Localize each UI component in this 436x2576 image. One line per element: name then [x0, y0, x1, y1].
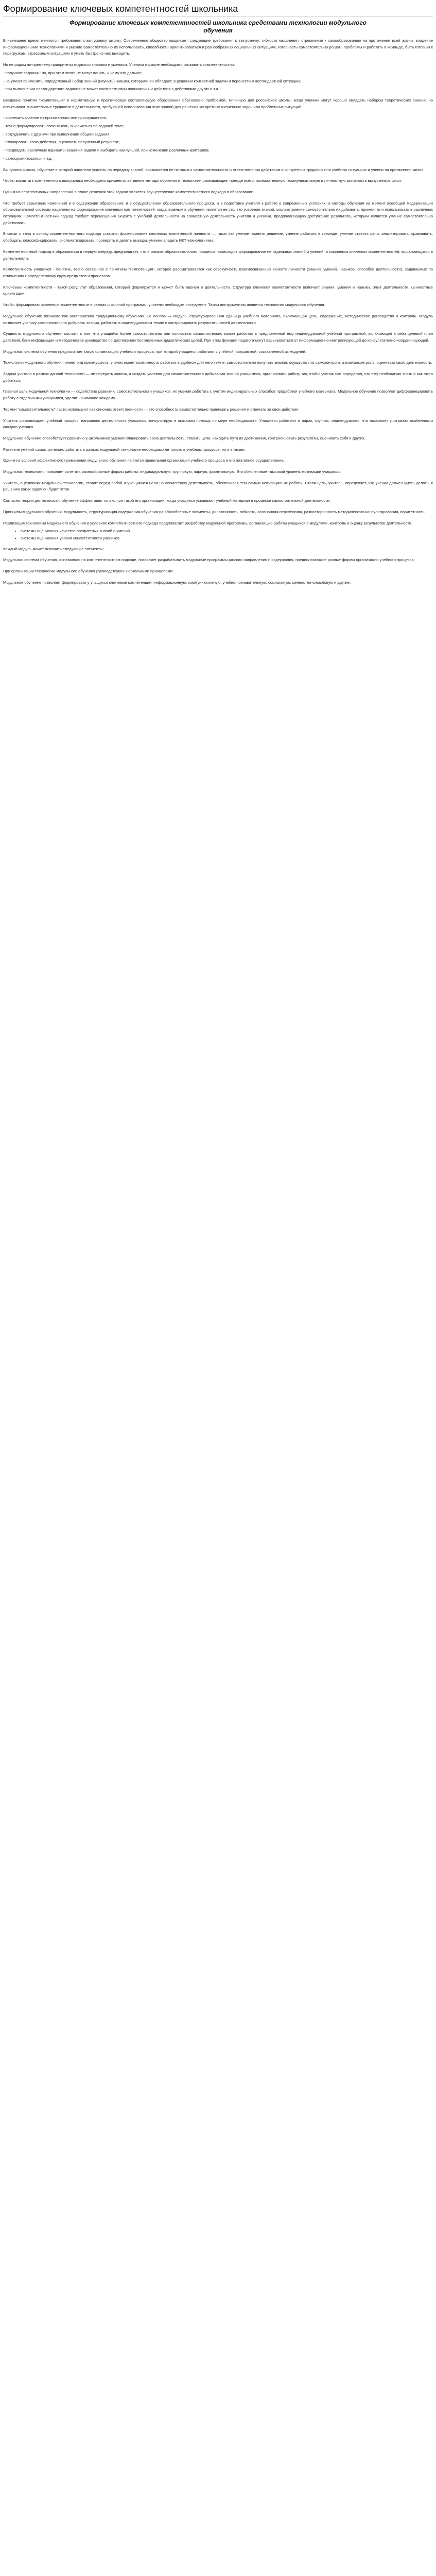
paragraph: Каждый модуль может включать следующие элементы: [3, 546, 104, 551]
paragraph: Задача учителя в рамках данной технологии — не передать знания, а создать условия для самостоятельного добывания знаний учащимися, организовать работу так, чтобы ученик сам определял, что ему необходимо знать и как этого добиться. [3, 371, 433, 383]
bullet-list [3, 528, 433, 541]
paragraph: - получают задания : но, при этом хотят, не могут понять, к чему что дальше; [3, 70, 143, 75]
paragraph: Чтобы формировать ключевые компетентности в рамках школьной программы, учителю необходим инструмент. Таким инструментом является технология модульного обучения. [3, 302, 325, 308]
paragraph: Компетентность учащихся - понятие, тесно связанное с понятием "компетенция", которое рассматривается как совокупность взаимосвязанных качеств личности (знаний, умений, навыков, способов деятельности), задаваемых по отношению к определенному кругу предметов и процессов. [3, 267, 433, 278]
paragraph: В связи с этим в основу компетентностного подхода ставится формирование ключевых компетенций личности — таких как умение принять решение, умение работать в команде, умение ставить цели, анализировать, сравнивать, обобщать, классифицировать, систематизировать, проверять и делать выводы, умение владеть ИКТ-технологиями. [3, 231, 433, 243]
paragraph: Главная цель модульной технологии — содействие развитию самостоятельности учащихся, их умения работать с учетом индивидуальных способов проработки учебного материала. Модульное обучение позволяет дифференцировать работу с отдельными учащимися, уделять внимание каждому. [3, 389, 433, 401]
article-body [3, 38, 433, 586]
paragraph: - при выполнении нестандартного задания не может соотнести свои полномочия и действия с действиями других и т.д. [3, 87, 219, 92]
paragraph: - самоорганизоваться и т.д. [3, 156, 53, 161]
paragraph: Модульное обучение способствует развитию у школьников умений планировать свою деятельность, ставить цели, находить пути их достижения, контролировать результаты, оценивать себя и других. [3, 435, 365, 440]
paragraph: Технология модульного обучения имеет ряд преимуществ: ученик имеет возможность работать в удобном для него темпе, самостоятельно получать знания, осуществлять самоконтроль и взаимоконтроль, оценивать свою деятельность. [3, 360, 432, 365]
paragraph: Но не рядом по-прежнему приоритеты отдаются знаниям и умениям. Ученика в школе необходимо развивать компетентностно: [3, 62, 235, 67]
paragraph: - вовлекать главное из прочитанного или прослушанного; [3, 115, 108, 121]
paragraph: Учитель сопровождает учебный процесс, направляя деятельность учащихся, консультируя и оказывая помощь по мере необходимости. Учащиеся работают в парах, группах, индивидуально, что позволяет учитывать особенности каждого ученика. [3, 418, 433, 430]
paragraph: Модульная система обучения предполагает такую организацию учебного процесса, при которой учащиеся работают с учебной программой, составленной из модулей. [3, 349, 306, 354]
paragraph: - планировать свою действия, оценивать полученный результат; [3, 140, 120, 145]
paragraph: Одним из условий эффективного применения модульного обучения является правильная организация учебного процесса и его поэтапное осуществление. [3, 458, 285, 463]
paragraph: - не умеют применять, определенный набор знаний (научить) навыки, которыми он обладает, в решении конкретной задачи и перенести в нестандартной ситуации; [3, 78, 301, 83]
paragraph: Выпускник школы, обучение в которой нацелено усилить на передачу знаний, оказывается не готовым к самостоятельности и ответственным действиям в конкретных трудовых или учебных ситуациях и учения на протяжении жизни. [3, 167, 425, 172]
paragraph: Что требует серьезных изменений и в содержании образования, и в осуществлении образовательного процесса, и в подготовке учителя к работе в современных условиях, а методы обучения на момент всеобщей модернизации образовательной системы нацелены на формирование ключевых компетентностей, когда главным в обучении является не столько усвоение знаний, сколько умение самостоятельно их добывать, применять и использовать в различных ситуациях. Компетентностный подход требует перемещения акцента с учебной деятельности на совместную деятельность учителя и ученика, предполагающую достижение результата, которым является умение самостоятельно действовать. [3, 200, 433, 225]
paragraph: Одним из перспективных направлений в плане решения этой задачи является осуществление компетентностного подхода в образовании. [3, 189, 255, 194]
list-item: • системы оценивания уровня компетентности учеников [21, 535, 433, 542]
paragraph: Чтобы воспитать компетентного выпускника необходимо применять активные методы обучения и технологии развивающие, прежде всего, познавательную, коммуникативную и личностную активность выпускников школ. [3, 178, 402, 183]
paragraph: - сотрудничать с другими при выполнении общего задания; [3, 131, 111, 137]
paragraph: Согласно теории деятельности, обучение эффективно только при такой его организации, когда учащиеся усваивают учебный материал в процессе самостоятельной деятельности. [3, 498, 330, 503]
paragraph: - предвидеть различные варианты решения задачи и выбирать наилучший, при изменении различных критериев; [3, 148, 210, 153]
paragraph: Реализация технологии модульного обучения в условиях компетентностного подхода предполагает разработку модульной программы, организацию работы учащихся с модулями, контроль и оценку результатов деятельности. [3, 520, 413, 526]
article-heading: Формирование ключевых компетентностей школьника средствами технологии модульного обучения [69, 19, 367, 34]
paragraph: Ключевые компетентности - такой результат образования, который формируется и может быть оценен в деятельности. Структура ключевой компетентности включает знания, умения и навыки, опыт деятельности, ценностные ориентации. [3, 284, 433, 296]
paragraph: Модульная технология позволяет сочетать разнообразные формы работы: индивидуальную, групповую, парную, фронтальную. Это обеспечивает высокий уровень мотивации учащихся. [3, 469, 341, 474]
paragraph: - точно формулировать свою мысль, выражаться по задачей теме; [3, 124, 125, 129]
paragraph: Модульная система обучения, основанная на компетентностном подходе, позволяет разрабатывать модульные программы разного направления и содержания, предполагающие разные формы организации учебного процесса. [3, 557, 415, 563]
paragraph: Учитель, в условиях модульной технологии, ставит перед собой и учащимися цели на совместную деятельность, обеспечивая тем самым мотивацию их работы. Ставя цель, учитель, определяет, что ученик должен уметь делать, к решению каких задач он будет готов. [3, 480, 433, 492]
paragraph: Введение понятия "компетенция" в нормативную и практическую составляющую образования обосновано проблемой, типичную для российской школы, когда ученики могут хорошо овладеть набором теоретических знаний, но испытывают значительные трудности в деятельности, требующей использования этих знаний для решения конкретных жизненных задач или проблемных ситуаций. [3, 97, 433, 109]
paragraph: Модульное обучение возникло как альтернатива традиционному обучению. Ее основа — модуль, структурированная единица учебного материала, включающая цель, содержание, методическое руководство и контроль. Модуль позволяет ученику самостоятельно добывать знания, работать в индивидуальном темпе и контролировать результаты своей деятельности. [3, 313, 433, 325]
paragraph: Принципы модульного обучения: модульность, структуризация содержания обучения на обособленные элементы, динамичность, гибкость, осознанная перспектива, разносторонность методического консультирования, паритетность. [3, 509, 426, 514]
paragraph: Сущность модульного обучения состоит в том, что учащийся более самостоятельно или полностью самостоятельно может работать с предложенной ему индивидуальной учебной программой, включающей в себя целевой план действий, банк информации и методическое руководство по достижению поставленных дидактических целей. При этом функции педагога могут варьироваться от информационно-контролирующей до консультативно-координирующей. [3, 331, 433, 343]
list-item: • системы оценивания качества предметных знаний и умений [21, 528, 433, 535]
paragraph: В нынешнее время меняются требования к выпускнику школы. Современное общество выдвигает следующие требования к выпускнику: гибкость мышления, стремление к самообразованию на протяжении всей жизни, владение информационными технологиями и умение самостоятельно их использовать, способность ориентироваться в разнообразных социальных ситуациях, готовность самостоятельно решать проблемы и работать в команде, быть готовым к перегрузкам, стрессовым ситуациям и уметь быстро из них выходить. [3, 38, 433, 56]
page-title: Формирование ключевых компетентностей школьника [3, 3, 433, 17]
paragraph: Развитие умений самостоятельно работать в рамках модульной технологии необходимо не только в учебном процессе, но и в жизни. [3, 447, 246, 452]
paragraph: Термин "самостоятельность" часто используют как синоним ответственности — это способность самостоятельно принимать решения и отвечать за свои действия. [3, 406, 300, 412]
paragraph: При организации технологии модульного обучения руководствуюсь несколькими принципами: [3, 569, 174, 574]
paragraph: Модульное обучение позволяет формировать у учащихся ключевые компетенции: информационную, коммуникативную, учебно-познавательную, социальную, ценностно-смысловую и другие. [3, 580, 351, 585]
paragraph: Компетентностный подход в образовании в первую очередь предполагает, что в рамках образовательного процесса происходит формирование не отдельных знаний и умений, а комплекса ключевых компетентностей, выражающихся в деятельности. [3, 249, 433, 261]
